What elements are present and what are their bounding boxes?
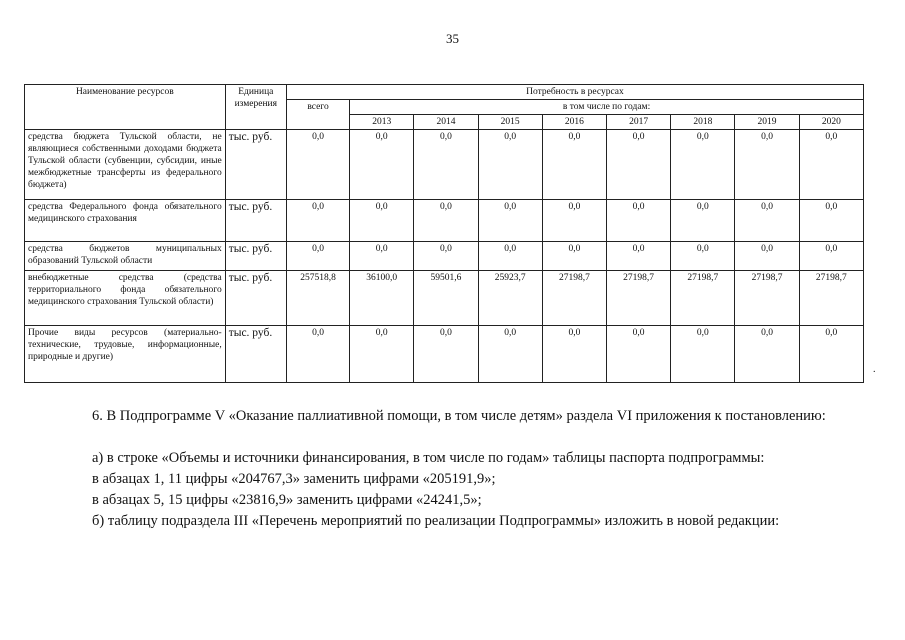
resource-name: Прочие виды ресурсов (материально-технические, трудовые, информационные, природные и другие): [25, 326, 226, 383]
value-cell: 27198,7: [671, 271, 735, 326]
header-year: 2013: [350, 115, 414, 130]
value-cell: 0,0: [414, 326, 478, 383]
resource-table: [24, 84, 864, 383]
value-cell: 0,0: [607, 242, 671, 271]
resource-name: средства бюджетов муниципальных образований Тульской области: [25, 242, 226, 271]
value-cell: 0,0: [414, 130, 478, 200]
table-row: [25, 242, 864, 271]
header-unit: Единица измерения: [225, 85, 286, 130]
value-cell: 0,0: [671, 326, 735, 383]
value-cell: 0,0: [542, 130, 606, 200]
header-name: Наименование ресурсов: [25, 85, 226, 130]
header-by-years: в том числе по годам:: [350, 100, 864, 115]
resource-name: внебюджетные средства (средства территориального фонда обязательного медицинского страхования Тульской области): [25, 271, 226, 326]
paragraph-item-6: 6. В Подпрограмме V «Оказание паллиативной помощи, в том числе детям» раздела VI приложения к постановлению:: [92, 408, 826, 424]
header-year: 2018: [671, 115, 735, 130]
value-cell: 0,0: [799, 242, 863, 271]
value-cell: 0,0: [799, 130, 863, 200]
unit-cell: тыс. руб.: [225, 271, 286, 326]
page-number: 35: [446, 31, 459, 46]
value-cell: 27198,7: [542, 271, 606, 326]
header-year: 2016: [542, 115, 606, 130]
value-cell: 0,0: [671, 130, 735, 200]
unit-cell: тыс. руб.: [225, 200, 286, 242]
value-cell: 0,0: [414, 200, 478, 242]
value-cell: 0,0: [735, 200, 799, 242]
value-cell: 27198,7: [607, 271, 671, 326]
value-cell: 0,0: [735, 130, 799, 200]
value-cell: 0,0: [350, 130, 414, 200]
paragraph-a: а) в строке «Объемы и источники финансирования, в том числе по годам» таблицы паспорта подпрограммы:: [92, 450, 765, 466]
header-year: 2019: [735, 115, 799, 130]
value-cell: 0,0: [286, 242, 349, 271]
value-cell: 0,0: [478, 200, 542, 242]
value-cell: 0,0: [607, 130, 671, 200]
unit-cell: тыс. руб.: [225, 130, 286, 200]
header-need: Потребность в ресурсах: [286, 85, 863, 100]
value-cell: 0,0: [542, 200, 606, 242]
value-cell: 257518,8: [286, 271, 349, 326]
value-cell: 0,0: [607, 326, 671, 383]
value-cell: 0,0: [286, 200, 349, 242]
value-cell: 27198,7: [735, 271, 799, 326]
value-cell: 0,0: [671, 200, 735, 242]
value-cell: 0,0: [478, 326, 542, 383]
value-cell: 0,0: [542, 242, 606, 271]
value-cell: 0,0: [286, 130, 349, 200]
value-cell: 0,0: [350, 242, 414, 271]
table-row: [25, 326, 864, 383]
value-cell: 59501,6: [414, 271, 478, 326]
value-cell: 0,0: [607, 200, 671, 242]
value-cell: 0,0: [671, 242, 735, 271]
header-year: 2020: [799, 115, 863, 130]
value-cell: 0,0: [799, 326, 863, 383]
stray-mark: .: [873, 364, 876, 375]
header-year: 2017: [607, 115, 671, 130]
table-row: [25, 271, 864, 326]
value-cell: 0,0: [799, 200, 863, 242]
value-cell: 0,0: [735, 242, 799, 271]
value-cell: 25923,7: [478, 271, 542, 326]
table-row: [25, 200, 864, 242]
paragraph-b: б) таблицу подраздела III «Перечень мероприятий по реализации Подпрограммы» изложить в новой редакции:: [92, 513, 780, 529]
value-cell: 0,0: [414, 242, 478, 271]
resource-name: средства Федерального фонда обязательного медицинского страхования: [25, 200, 226, 242]
paragraph-abzac-1-11: в абзацах 1, 11 цифры «204767,3» заменить цифрами «205191,9»;: [92, 471, 496, 487]
value-cell: 0,0: [735, 326, 799, 383]
header-year: 2014: [414, 115, 478, 130]
value-cell: 0,0: [542, 326, 606, 383]
header-year: 2015: [478, 115, 542, 130]
header-total: всего: [286, 100, 349, 130]
unit-cell: тыс. руб.: [225, 242, 286, 271]
table-row: [25, 130, 864, 200]
value-cell: 0,0: [350, 200, 414, 242]
value-cell: 36100,0: [350, 271, 414, 326]
value-cell: 0,0: [478, 130, 542, 200]
resource-name: средства бюджета Тульской области, не являющиеся собственными доходами бюджета Тульской области (субвенции, субсидии, иные межбюджетные трансферты из федерального бюджета): [25, 130, 226, 200]
value-cell: 27198,7: [799, 271, 863, 326]
paragraph-abzac-5-15: в абзацах 5, 15 цифры «23816,9» заменить цифрами «24241,5»;: [92, 492, 482, 508]
unit-cell: тыс. руб.: [225, 326, 286, 383]
value-cell: 0,0: [478, 242, 542, 271]
value-cell: 0,0: [286, 326, 349, 383]
value-cell: 0,0: [350, 326, 414, 383]
